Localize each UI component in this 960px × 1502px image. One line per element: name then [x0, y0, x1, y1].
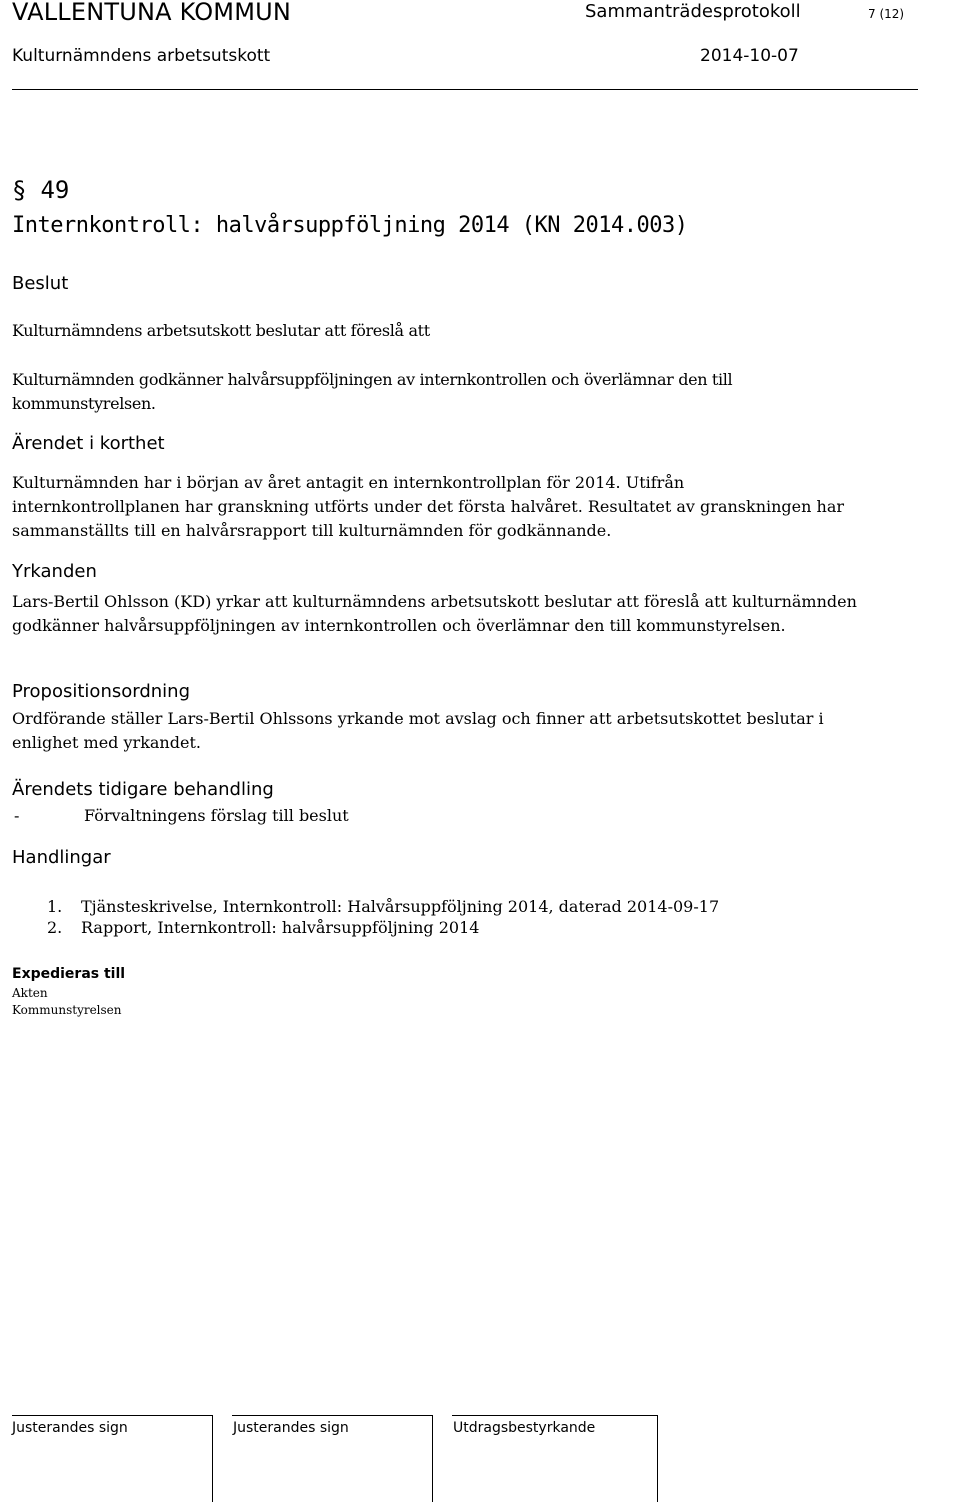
meeting-date: 2014-10-07	[700, 46, 799, 66]
list-item-text: Tjänsteskrivelse, Internkontroll: Halvårsuppföljning 2014, daterad 2014-09-17	[81, 897, 720, 916]
heading-beslut: Beslut	[12, 273, 69, 294]
heading-handlingar: Handlingar	[12, 847, 111, 868]
paragraph-number	[12, 176, 69, 204]
beslut-text: Kulturnämnden godkänner halvårsuppföljningen av internkontrollen och överlämnar den till kommunstyrelsen.	[12, 370, 733, 413]
recipient-item: Akten	[12, 986, 48, 1000]
item-title: Internkontroll: halvårsuppföljning 2014 (KN 2014.003)	[12, 213, 688, 238]
signature-rule	[12, 1415, 212, 1416]
heading-yrkanden: Yrkanden	[12, 561, 97, 582]
list-item-text: Rapport, Internkontroll: halvårsuppföljning 2014	[81, 918, 480, 937]
tidigare-list-item	[12, 806, 349, 825]
recipient-item: Kommunstyrelsen	[12, 1003, 122, 1017]
tidigare-item-text: Förvaltningens förslag till beslut	[84, 806, 349, 825]
list-number: 1.	[47, 897, 63, 916]
heading-arendet: Ärendet i korthet	[12, 433, 165, 454]
signature-box-divider	[212, 1415, 213, 1502]
signature-box-divider	[657, 1415, 658, 1502]
document-type: Sammanträdesprotokoll	[585, 1, 801, 22]
yrkanden-text: Lars-Bertil Ohlsson (KD) yrkar att kulturnämndens arbetsutskott beslutar att föreslå att kulturnämnden godkänner halvårsuppföljningen av internkontrollen och överlämnar den till kommunstyrelsen.	[12, 592, 857, 635]
signature-rule	[232, 1415, 432, 1416]
beslut-intro: Kulturnämndens arbetsutskott beslutar att föreslå att	[12, 321, 430, 340]
committee-name: Kulturnämndens arbetsutskott	[12, 46, 271, 66]
organization-name: VALLENTUNA KOMMUN	[12, 0, 292, 26]
arendet-text: Kulturnämnden har i början av året antagit en internkontrollplan för 2014. Utifrån internkontrollplanen har granskning utförts under det första halvåret. Resultatet av granskningen har sammanställts till en halvårsrapport till kulturnämnden för godkännande.	[12, 473, 845, 540]
heading-tidigare-behandling: Ärendets tidigare behandling	[12, 779, 274, 800]
signature-box-divider	[432, 1415, 433, 1502]
page-number: 7 (12)	[868, 7, 905, 21]
heading-expedieras: Expedieras till	[12, 966, 126, 982]
list-item	[47, 897, 719, 916]
paragraph-number-value: 49	[40, 176, 70, 204]
section-symbol: §	[12, 176, 27, 204]
signature-label-1: Justerandes sign	[12, 1420, 128, 1436]
heading-propositionsordning: Propositionsordning	[12, 681, 190, 702]
signature-rule	[452, 1415, 657, 1416]
list-item	[47, 918, 479, 937]
propositionsordning-text: Ordförande ställer Lars-Bertil Ohlssons yrkande mot avslag och finner att arbetsutskottet beslutar i enlighet med yrkandet.	[12, 709, 824, 752]
certification-label: Utdragsbestyrkande	[453, 1420, 596, 1436]
header-divider	[12, 89, 918, 90]
list-number: 2.	[47, 918, 63, 937]
signature-label-2: Justerandes sign	[233, 1420, 349, 1436]
list-dash: -	[14, 806, 20, 825]
